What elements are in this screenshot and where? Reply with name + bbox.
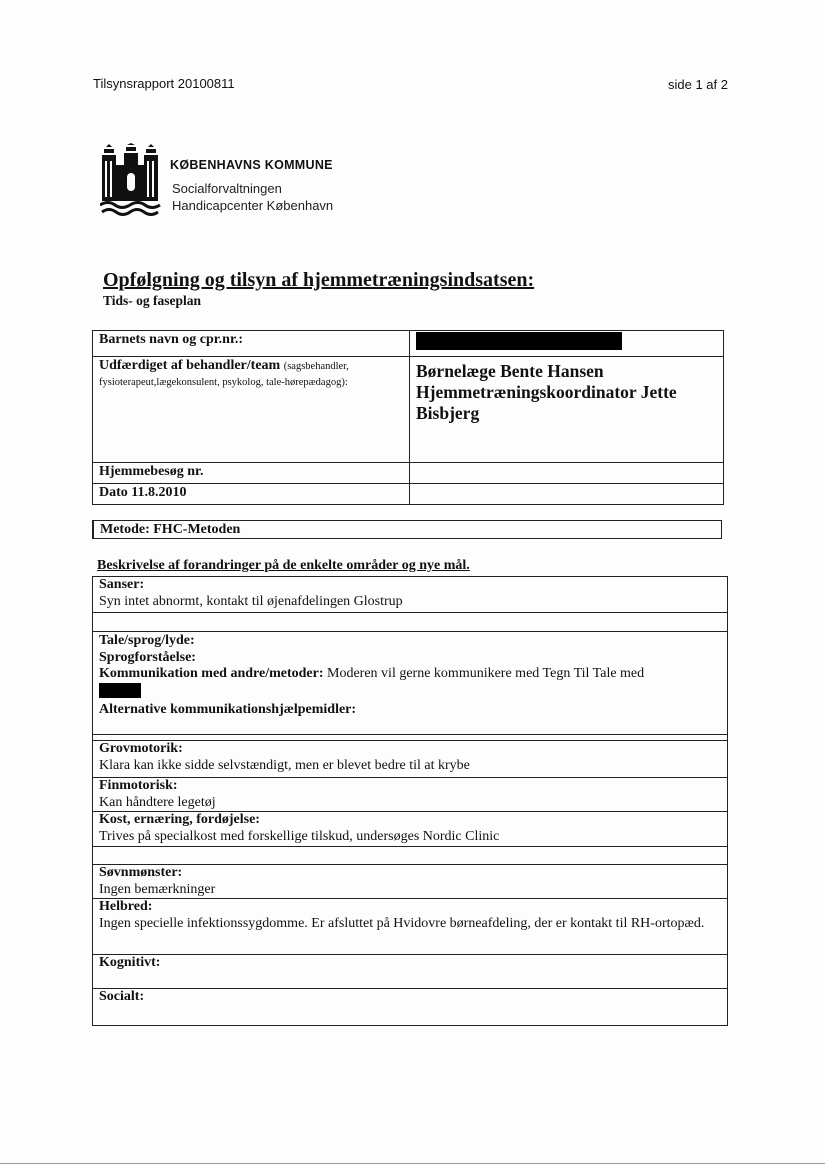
date-label: Dato 11.8.2010 [99,485,187,500]
kommunikation-line [99,666,721,683]
changes-heading: Beskrivelse af forandringer på de enkelte områder og nye mål. [97,558,470,573]
section-socialt [93,988,727,1026]
grovmotorik-label: Grovmotorik: [99,741,183,756]
prepared-by-doctor: Børnelæge Bente Hansen [416,361,604,381]
prepared-by-cell [93,357,410,463]
method-box: Metode: FHC-Metoden [92,520,722,539]
section-kost [93,811,727,846]
kommunikation-text: Moderen vil gerne kommunikere med Tegn Til Tale med [327,666,645,681]
sovn-text: Ingen bemærkninger [99,881,216,897]
organization-name: KØBENHAVNS KOMMUNE [170,158,333,172]
center-name: Handicapcenter København [172,198,334,213]
section-spacer-3 [93,846,727,864]
helbred-label: Helbred: [99,899,153,914]
section-kognitivt [93,954,727,988]
finmotorisk-text: Kan håndtere legetøj [99,794,216,810]
prepared-by-hint: (sagsbehandler, fysioterapeut,lægekonsulent, psykolog, tale-hørepædagog): [99,361,349,388]
home-visit-cell [93,463,410,484]
grovmotorik-text: Klara kan ikke sidde selvstændigt, men er blevet bedre til at krybe [99,757,470,773]
info-table [92,330,724,505]
section-spacer-1 [93,612,727,631]
date-cell [93,484,410,505]
page-number: side 1 af 2 [668,77,728,92]
redacted-child-name-inline [99,683,141,698]
kost-label: Kost, ernæring, fordøjelse: [99,812,260,827]
section-sovn [93,864,727,898]
section-sanser [93,576,727,612]
section-grovmotorik [93,740,727,777]
section-finmotorisk [93,777,727,811]
department-name: Socialforvaltningen [172,181,282,196]
prepared-by-label: Udfærdiget af behandler/team [99,358,281,373]
kommunikation-label: Kommunikation med andre/metoder: [99,666,324,681]
alternative-label: Alternative kommunikationshjælpemidler: [99,701,357,717]
document-title: Opfølgning og tilsyn af hjemmetræningsindsatsen: [103,269,535,291]
section-sprog [93,631,727,734]
coat-of-arms-logo [100,143,162,219]
child-name-value-cell [410,331,724,357]
document-subtitle: Tids- og faseplan [103,293,202,308]
sovn-label: Søvnmønster: [99,865,183,880]
sprogforstaaelse-label: Sprogforståelse: [99,649,196,665]
sanser-text: Syn intet abnormt, kontakt til øjenafdelingen Glostrup [99,593,403,609]
page-bottom-edge [0,1163,825,1164]
finmotorisk-label: Finmotorisk: [99,778,178,793]
home-visit-value-cell [410,463,724,484]
redacted-child-name [416,332,622,350]
tale-label: Tale/sprog/lyde: [99,633,195,648]
socialt-label: Socialt: [99,989,145,1004]
helbred-text: Ingen specielle infektionssygdomme. Er afsluttet på Hvidovre børneafdeling, der er kontakt til RH-ortopæd. [99,915,705,931]
child-name-cell [93,331,410,357]
report-id: Tilsynsrapport 20100811 [93,76,235,91]
prepared-by-value-cell [410,357,724,463]
sanser-label: Sanser: [99,577,145,592]
home-visit-label: Hjemmebesøg nr. [99,464,204,479]
redacted-line [99,683,721,702]
changes-sections [92,576,728,1026]
prepared-by-coordinator: Hjemmetræningskoordinator Jette Bisbjerg [416,382,677,423]
kognitivt-label: Kognitivt: [99,955,161,970]
child-name-label: Barnets navn og cpr.nr.: [99,332,244,347]
date-value-cell [410,484,724,505]
kost-text: Trives på specialkost med forskellige tilskud, undersøges Nordic Clinic [99,828,500,844]
section-helbred [93,898,727,954]
